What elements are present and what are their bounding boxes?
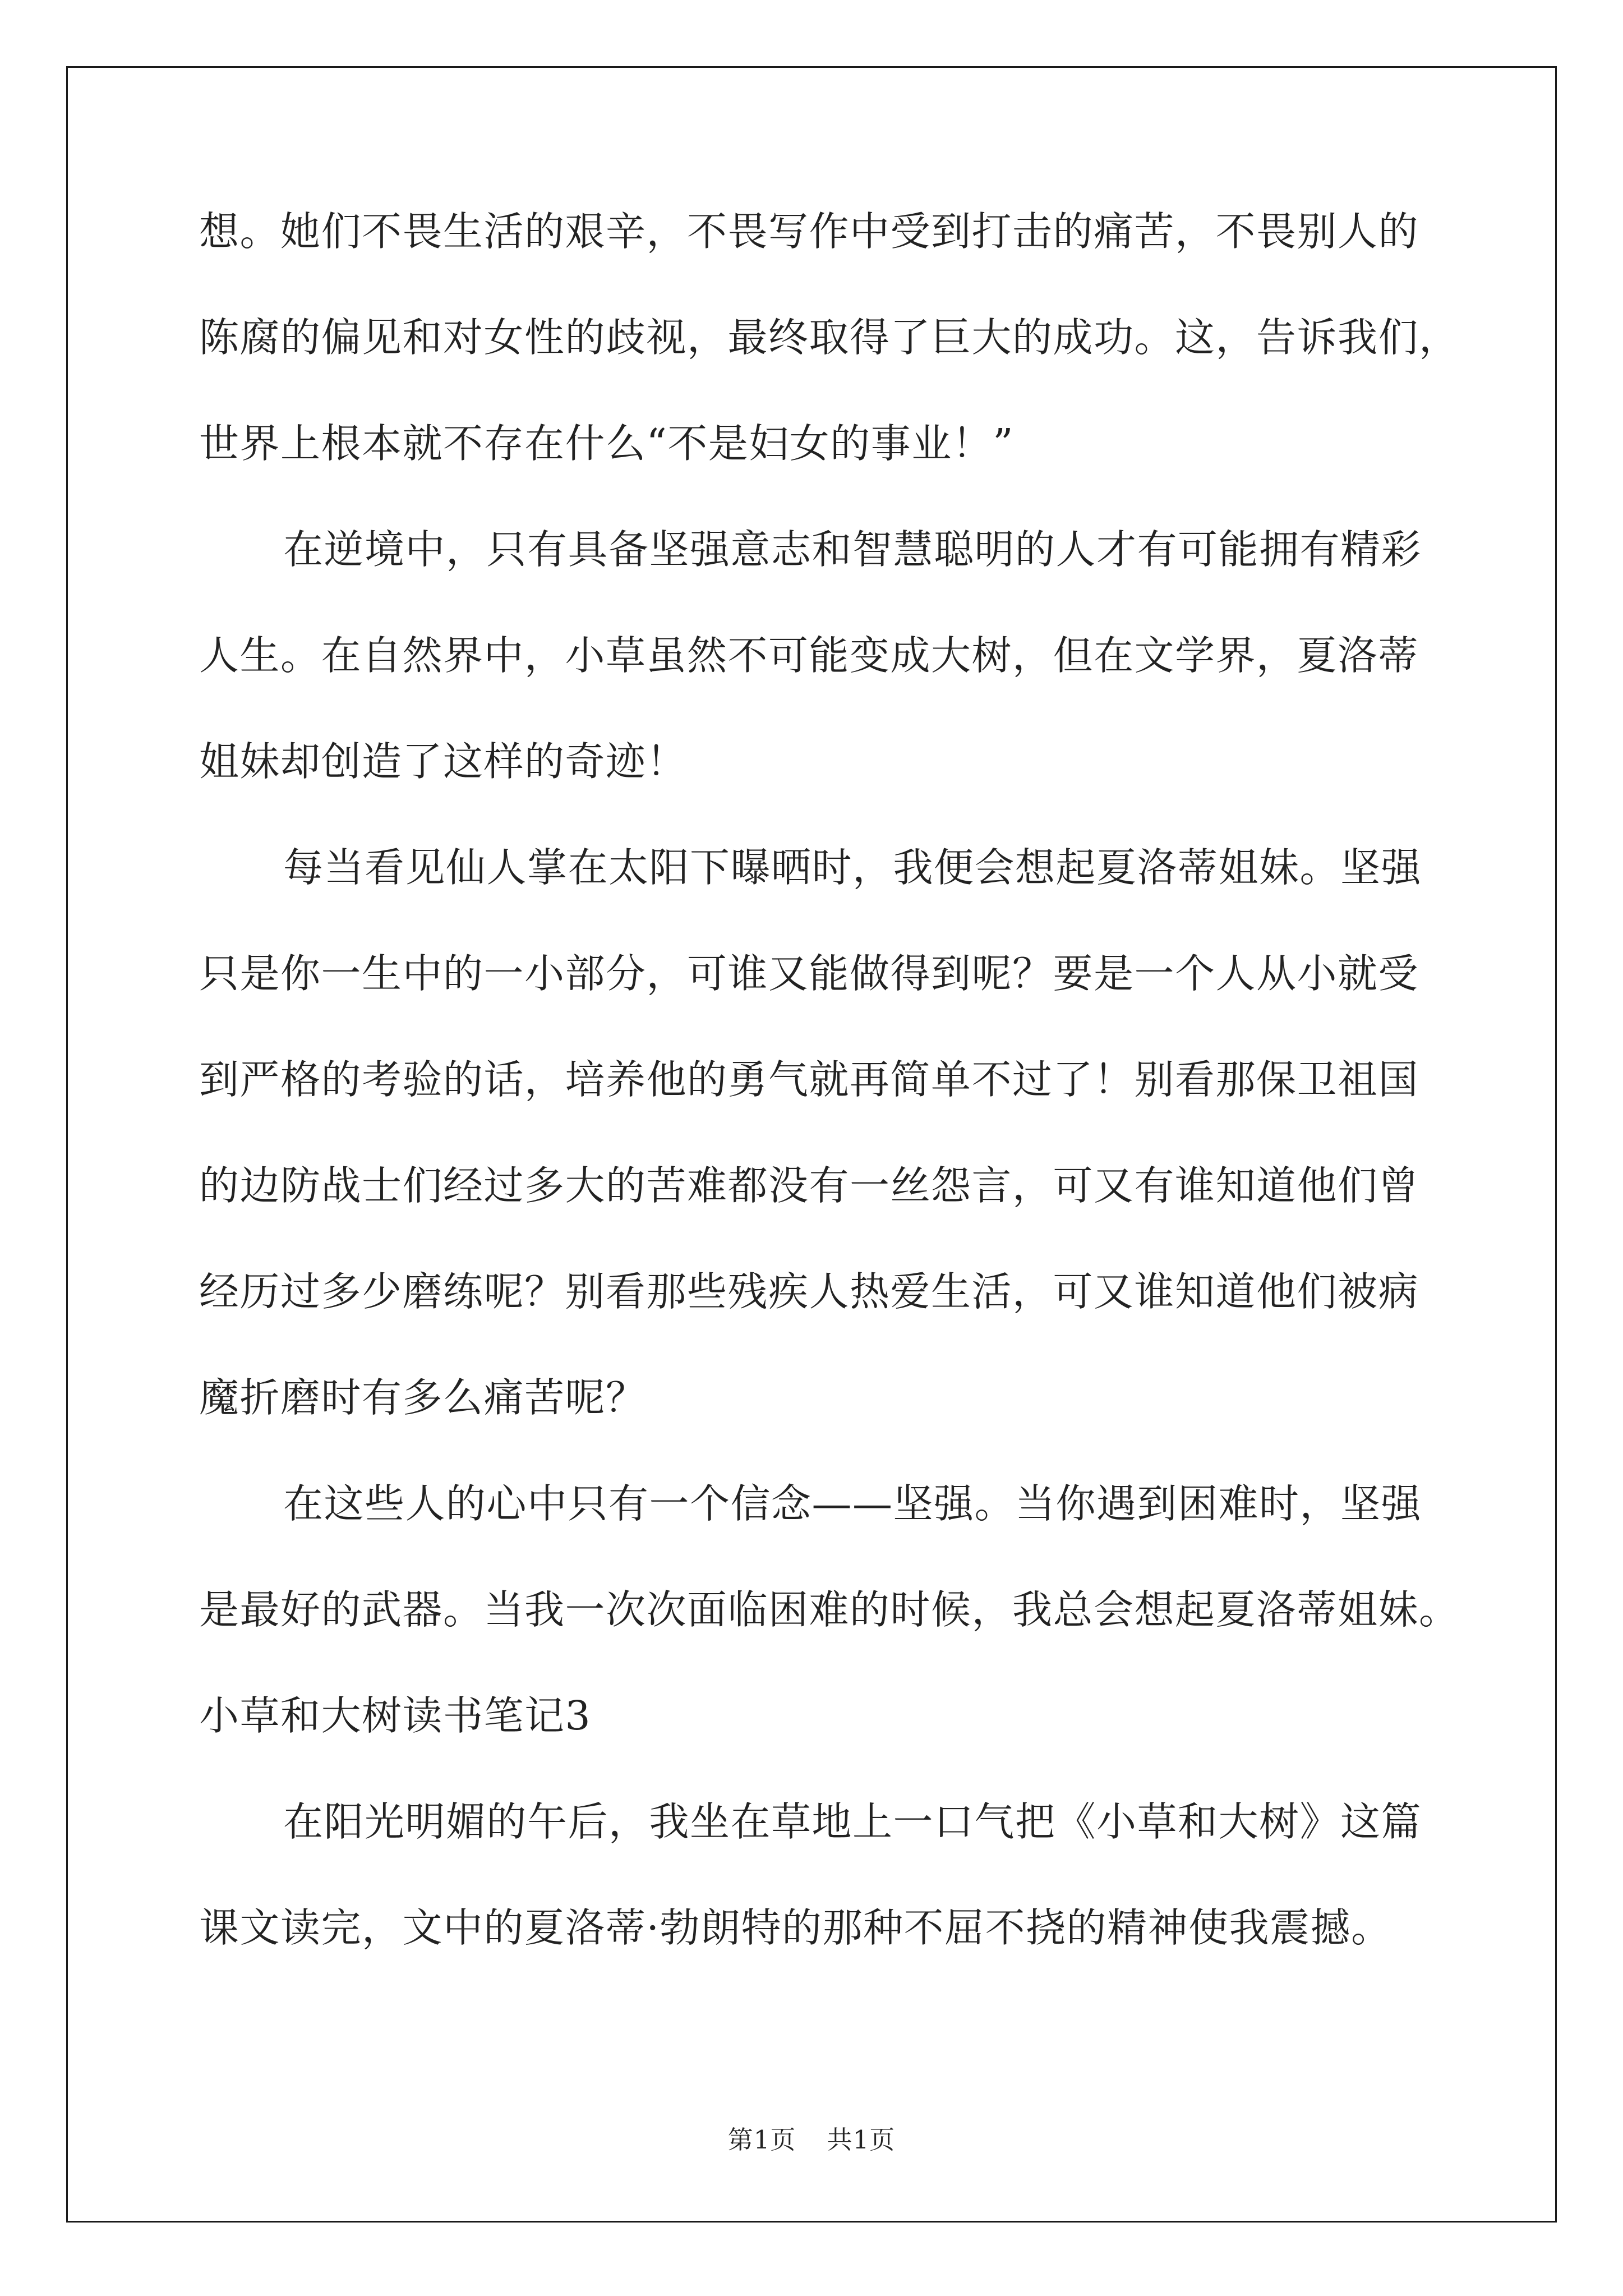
heading-line: 小草和大树读书笔记3 [199,1692,592,1739]
paragraph [199,841,1427,1477]
text-line: 课文读完，文中的夏洛蒂·勃朗特的那种不屈不挠的精神使我震撼。 [199,1904,1392,1951]
text-line: 在阳光明媚的午后，我坐在草地上一口气把《小草和大树》这篇 [283,1798,1422,1845]
text-line: 只是你一生中的一小部分，可谁又能做得到呢？要是一个人从小就受 [199,950,1419,997]
text-line: 人生。在自然界中，小草虽然不可能变成大树，但在文学界，夏洛蒂 [199,632,1419,679]
page-footer [0,2123,1623,2157]
document-body [199,205,1460,1954]
text-line: 世界上根本就不存在什么“不是妇女的事业！” [199,420,1015,467]
text-line: 陈腐的偏见和对女性的歧视，最终取得了巨大的成功。这，告诉我们， [199,314,1460,361]
text-line: 魔折磨时有多么痛苦呢？ [199,1374,647,1421]
paragraph [199,523,1427,841]
section-heading [199,1689,1427,1795]
paragraph [199,205,1460,523]
text-line: 到严格的考验的话，培养他的勇气就再简单不过了！别看那保卫祖国 [199,1056,1419,1103]
paragraph [199,1795,1427,1954]
text-line: 姐妹却创造了这样的奇迹！ [199,738,688,785]
text-line: 是最好的武器。当我一次次面临困难的时候，我总会想起夏洛蒂姐妹。 [199,1586,1460,1633]
text-line: 的边防战士们经过多大的苦难都没有一丝怨言，可又有谁知道他们曾 [199,1162,1419,1209]
page-number: 第1页 [727,2125,796,2155]
text-line: 想。她们不畏生活的艰辛，不畏写作中受到打击的痛苦，不畏别人的 [199,208,1419,255]
text-line: 在逆境中，只有具备坚强意志和智慧聪明的人才有可能拥有精彩 [283,526,1422,573]
text-line: 在这些人的心中只有一个信念——坚强。当你遇到困难时，坚强 [283,1480,1422,1527]
page-total: 共1页 [827,2125,896,2155]
text-line: 经历过多少磨练呢？别看那些残疾人热爱生活，可又谁知道他们被病 [199,1268,1419,1315]
text-line: 每当看见仙人掌在太阳下曝晒时，我便会想起夏洛蒂姐妹。坚强 [283,844,1422,891]
paragraph [199,1477,1460,1689]
